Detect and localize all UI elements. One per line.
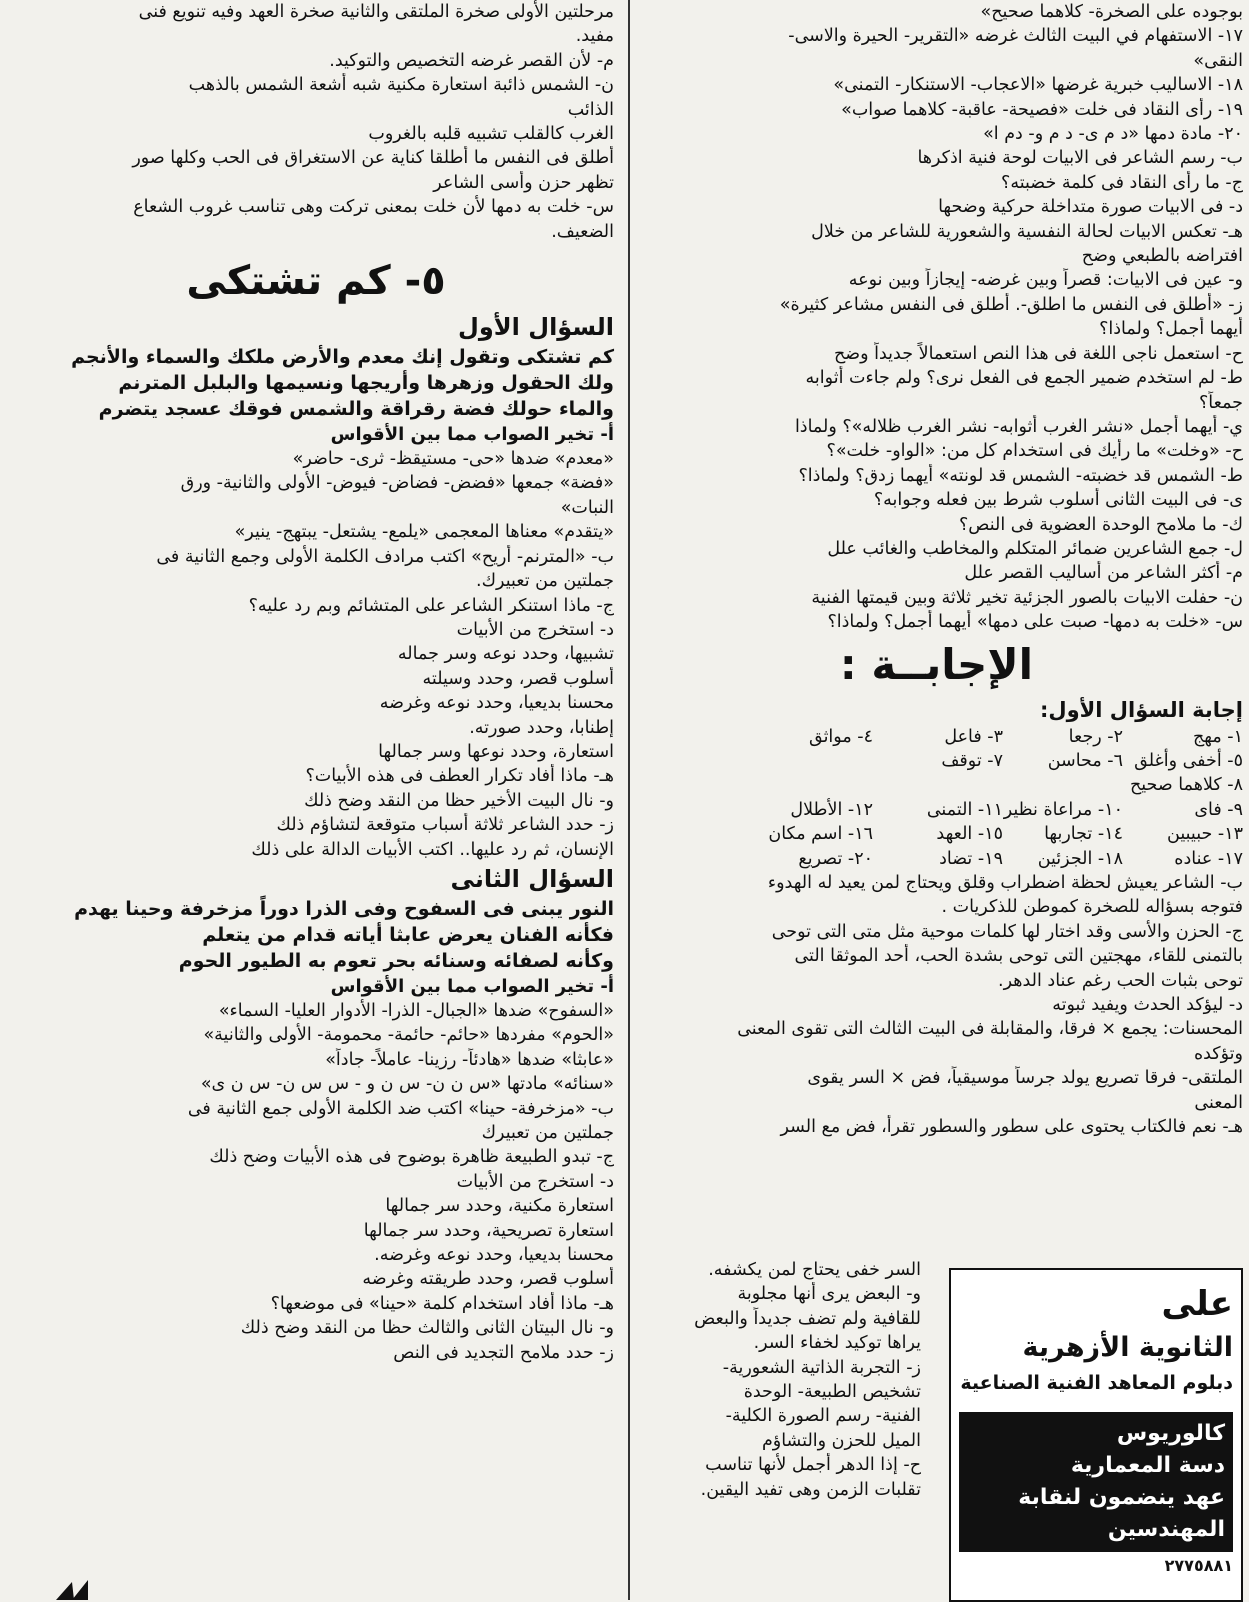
poem-line: كم تشتكى وتقول إنك معدم والأرض ملكك والسماء والأنجم [71, 346, 614, 369]
text-line: استعارة، وحدد نوعها وسر جمالها [378, 741, 614, 762]
answer-cell: ١٨- الجزئين [1037, 848, 1123, 869]
question-1-choose: أ- تخير الصواب مما بين الأقواس [330, 424, 614, 446]
answers-grid-row [631, 773, 1243, 797]
text-line: م- لأن القصر غرضه التخصيص والتوكيد. [329, 50, 614, 71]
text-line: تشبيها، وحدد نوعه وسر جماله [397, 644, 614, 665]
text-line: ز- «أطلق فى النفس ما اطلق-. أطلق فى النفس مشاعر كثيرة» [779, 294, 1243, 315]
answers-grid-row [631, 822, 1243, 846]
text-line: محسنا بديعيا، وحدد نوعه وغرضه. [374, 1245, 614, 1266]
ad-line-3: دبلوم المعاهد الفنية الصناعية [960, 1372, 1233, 1394]
text-line: ز- التجربة الذاتية الشعورية- [722, 1357, 921, 1378]
answer-cell: ١٦- اسم مكان [768, 824, 873, 845]
text-line: أطلق فى النفس ما أطلقا كناية عن الاستغراق فى الحب وكلها صور [132, 148, 614, 169]
text-line: أسلوب قصر، وحدد وسيلته [422, 668, 614, 689]
answers-grid-row [631, 798, 1243, 822]
question-2-choose: أ- تخير الصواب مما بين الأقواس [330, 975, 614, 997]
text-line: ج- ما رأى النقاد فى كلمة خضبته؟ [1001, 172, 1243, 193]
text-line: ط- لم استخدم ضمير الجمع فى الفعل نرى؟ ولم جاءت أثوابه [805, 368, 1243, 389]
arrow-mark-icon [54, 1578, 90, 1600]
answer-cell: ٩- فاى [1194, 799, 1243, 820]
answer-cell: ١٠- مراعاة نظير [1003, 799, 1123, 820]
ad-box-line-1: كالوريوس [1116, 1421, 1225, 1446]
answer-cell: ١٤- تجاربها [1044, 824, 1123, 845]
text-line: ل- جمع الشاعرين ضمائر المتكلم والمخاطب والغائب علل [827, 538, 1243, 559]
text-line: افتراضه بالطبعي وضح [1081, 246, 1243, 267]
text-line: ٢٠- مادة دمها «د م ى- د م و- دم ا» [983, 124, 1243, 145]
question-2-title: السؤال الثانى [450, 864, 614, 893]
text-line: ح- «وخلت» ما رأيك فى استخدام كل من: «الواو- خلت»؟ [826, 441, 1243, 462]
question-1-poem [18, 344, 614, 422]
ad-line-1: على [1161, 1284, 1233, 1324]
text-line: ب- الشاعر يعيش لحظة اضطراب وقلق ويحتاج لمن يعيد له الهدوء [767, 873, 1243, 893]
text-line: س- «خلت به دمها- صبت على دمها» أيهما أجمل؟ ولماذا؟ [827, 612, 1243, 633]
text-line: محسنا بديعيا، وحدد نوعه وغرضه [379, 693, 614, 714]
text-line: «معدم» ضدها «حى- مستيقظ- ثرى- حاضر» [292, 449, 614, 470]
text-line: تشخيص الطبيعة- الوحدة [743, 1382, 921, 1403]
text-line: ي- أيهما أجمل «نشر الغرب أثوابه- نشر الغرب ظلاله»؟ ولماذا [794, 416, 1243, 437]
text-line: ب- «المترنم- أريح» اكتب مرادف الكلمة الأولى وجمع الثانية فى [156, 546, 614, 567]
answer-cell [743, 749, 873, 773]
text-line: «يتقدم» معناها المعجمى «يلمع- يشتعل- يبتهج- ينير» [234, 522, 614, 543]
text-line: ب- رسم الشاعر فى الابيات لوحة فنية اذكرها [917, 148, 1243, 169]
text-line: ز- حدد ملامح التجديد فى النص [393, 1342, 614, 1363]
answer-cell: ٢٠- تصريع [798, 848, 873, 869]
answer-cell: ٦- محاسن [1047, 750, 1123, 771]
text-line: ك- ما ملامح الوحدة العضوية فى النص؟ [959, 514, 1243, 535]
text-line: هـ- تعكس الابيات لحالة النفسية والشعورية للشاعر من خلال [811, 221, 1243, 242]
text-line: وتؤكده [1193, 1043, 1243, 1064]
text-line: ١٧- الاستفهام في البيت الثالث غرضه «التقرير- الحيرة والاسى- [788, 26, 1243, 47]
text-line: الضعيف. [551, 221, 614, 242]
text-line: ى- فى البيت الثانى أسلوب شرط بين فعله وجوابه؟ [873, 490, 1243, 511]
answer-cell: ٥- أخفى وأغلق [1134, 750, 1243, 771]
answers-grid-row [631, 847, 1243, 871]
text-line: هـ- ماذا أفاد تكرار العطف فى هذه الأبيات؟ [305, 766, 614, 787]
answer-cell: ١٩- تضاد [939, 848, 1003, 869]
text-line: هـ- نعم فالكتاب يحتوى على سطور والسطور تقرأ، فض مع السر [780, 1117, 1243, 1138]
ad-line-2: الثانوية الأزهرية [1022, 1332, 1233, 1363]
text-line: د- فى الابيات صورة متداخلة حركية وضحها [938, 197, 1243, 218]
right-questions-block [631, 0, 1243, 635]
ad-box-line-3: عهد ينضمون لنقابة المهندسين [1018, 1485, 1225, 1542]
text-line: المحسنات: يجمع × فرقا، والمقابلة فى البيت الثالث التى تقوى المعنى [737, 1019, 1243, 1040]
right-bottom-area [631, 1258, 1243, 1600]
text-line: ١٨- الاساليب خبرية غرضها «الاعجاب- الاستنكار- التمنى» [833, 75, 1243, 96]
text-line: ط- الشمس قد خضبته- الشمس قد لونته» أيهما زدق؟ ولماذا؟ [798, 465, 1243, 486]
text-line: و- نال البيت الأخير حظا من النقد وضح ذلك [304, 790, 614, 811]
answer-cell [1003, 773, 1123, 797]
answer-cell: ١٢- الأطلال [790, 799, 873, 820]
poem-line: ولك الحقول وزهرها وأريجها ونسيمها والبلبل المترنم [118, 372, 614, 395]
text-line: الذائب [567, 99, 614, 120]
text-line: المعنى [1194, 1092, 1243, 1113]
poem-line: وكأنه لصفائه وسنائه بحر تعوم به الطيور الحوم [178, 949, 614, 972]
text-line: أسلوب قصر، وحدد طريقته وغرضه [362, 1269, 614, 1290]
text-line: يراها توكيد لخفاء السر. [753, 1333, 921, 1354]
text-line: ١٩- رأى النقاد فى خلت «فصيحة- عاقبة- كلاهما صواب» [841, 99, 1243, 120]
ad-dark-box [959, 1412, 1233, 1552]
text-line: بالتمنى للقاء، مهجتين التى توحى بشدة الحب، أحد الموثقا التى [794, 946, 1243, 967]
text-line: استعارة مكنية، وحدد سر جمالها [385, 1196, 614, 1217]
answers-text-block [631, 871, 1243, 1139]
section-title: ٥- كم تشتكى [186, 258, 446, 305]
text-line: مفيد. [575, 26, 614, 47]
text-line: ز- حدد الشاعر ثلاثة أسباب متوقعة لتشاؤم ذلك [276, 815, 614, 836]
poem-line: النور يبنى فى السفوح وفى الذرا دوراً مزخرفة وحينا يهدم [74, 897, 614, 920]
text-line: جمعاً؟ [1199, 392, 1243, 413]
left-answers-block [18, 0, 614, 244]
text-line: س- خلت به دمها لأن خلت بمعنى تركت وهى تناسب غروب الشعاع [133, 197, 614, 218]
text-line: و- نال البيتان الثانى والثالث حظا من النقد وضح ذلك [240, 1318, 614, 1339]
text-line: إطنابا، وحدد صورته. [469, 717, 614, 738]
left-column [18, 0, 614, 1365]
answer-cell: ١٣- حبيبين [1167, 824, 1243, 845]
text-line: «السفوح» ضدها «الجبال- الذرا- الأدوار العليا- السماء» [218, 1000, 614, 1021]
answers-grid [631, 725, 1243, 871]
text-line: مرحلتين الأولى صخرة الملتقى والثانية صخرة العهد وفيه تنويع فنى [138, 2, 614, 22]
ad-box-line-2: دسة المعمارية [1070, 1453, 1225, 1478]
answer-cell: ١- مهج [1192, 726, 1243, 747]
text-line: ب- «مزخرفة- حينا» اكتب ضد الكلمة الأولى جمع الثانية فى [187, 1098, 614, 1119]
answer-heading: الإجابــة : [839, 639, 1033, 689]
text-line: السر خفى يحتاج لمن يكشفه. [708, 1260, 921, 1280]
answer-cell: ١٥- العهد [936, 824, 1003, 845]
text-line: استعارة تصريحية، وحدد سر جمالها [363, 1220, 614, 1241]
answer-cell: ١٧- عناده [1174, 848, 1243, 869]
answer-cell [873, 773, 1003, 797]
text-line: ج- تبدو الطبيعة ظاهرة بوضوح فى هذه الأبيات وضح ذلك [209, 1147, 614, 1168]
answer-cell: ٢- رجعا [1068, 726, 1123, 747]
answer-cell: ٨- كلاهما صحيح [1129, 775, 1243, 796]
poem-line: فكأنه الفنان يعرض عابثا أياته قدام من يتعلم [202, 923, 614, 946]
text-line: د- استخرج من الأبيات [456, 619, 614, 640]
text-line: و- البعض يرى أنها مجلوبة [737, 1284, 921, 1305]
text-line: «عابثا» ضدها «هادئاً- رزينا- عاملاً- جاداً» [325, 1049, 614, 1070]
text-line: ج- ماذا استنكر الشاعر على المتشائم وبم رد عليه؟ [248, 595, 614, 616]
answer-cell: ١١- التمنى [926, 799, 1003, 820]
question-2-items [18, 999, 614, 1365]
text-line: د- استخرج من الأبيات [456, 1171, 614, 1192]
text-line: للقافية ولم تضف جديداً والبعض [694, 1308, 921, 1329]
column-divider [628, 0, 630, 1600]
text-line: تظهر حزن وأسى الشاعر [433, 172, 614, 193]
answer-cell [743, 773, 873, 797]
ad-phone: ٢٧٧٥٨٨١ [1164, 1556, 1233, 1575]
text-line: أيهما أجمل؟ ولماذا؟ [1099, 319, 1243, 340]
text-line: بوجوده على الصخرة- كلاهما صحيح» [980, 2, 1243, 22]
text-line: «الحوم» مفردها «حائم- حائمة- محمومة- الأولى والثانية» [203, 1025, 614, 1046]
text-line: هـ- ماذا أفاد استخدام كلمة «حينا» فى موضعها؟ [270, 1293, 614, 1314]
text-line: ج- الحزن والأسى وقد اختار لها كلمات موحية مثل متى التى توحى [771, 921, 1243, 942]
advertisement-box [949, 1268, 1243, 1602]
text-line: الملتقى- فرقا تصريع يولد جرساً موسيقياً، فض × السر يقوى [807, 1068, 1243, 1089]
answers-continuation [631, 1258, 921, 1502]
text-line: جملتين من تعبيرك [481, 1123, 614, 1143]
text-line: م- أكثر الشاعر من أساليب القصر علل [964, 563, 1243, 584]
text-line: الفنية- رسم الصورة الكلية- [725, 1406, 921, 1427]
answers-grid-row [631, 749, 1243, 773]
question-1-title: السؤال الأول [458, 313, 614, 342]
answer-cell: ٤- مواثق [808, 726, 873, 747]
answers-grid-row [631, 725, 1243, 749]
question-2-poem [18, 896, 614, 974]
answer-cell: ٣- فاعل [944, 726, 1003, 747]
text-line: ن- الشمس ذائبة استعارة مكنية شبه أشعة الشمس بالذهب [188, 75, 614, 96]
right-column [631, 0, 1243, 1139]
poem-line: والماء حولك فضة رقراقة والشمس فوقك عسجد يتضرم [98, 398, 614, 421]
text-line: «فضة» جمعها «فضض- فضاض- فيوض- الأولى والثانية- ورق [180, 473, 614, 494]
text-line: ن- حفلت الابيات بالصور الجزئية تخير ثلاثة وبين قيمتها الفنية [811, 587, 1243, 608]
text-line: فتوجه بسؤاله للصخرة كموطن للذكريات . [941, 897, 1243, 918]
answer-cell: ٧- توقف [941, 750, 1003, 771]
text-line: توحى بثبات الحب رغم عناد الدهر. [998, 970, 1243, 991]
text-line: ح- استعمل ناجى اللغة فى هذا النص استعمالاً جديداً وضح [833, 343, 1243, 364]
text-line: و- عين فى الابيات: قصراً وبين غرضه- إيجازاً وبين نوعه [848, 270, 1243, 291]
text-line: جملتين من تعبيرك. [476, 571, 614, 592]
text-line: الإنسان، ثم رد عليها.. اكتب الأبيات الدالة على ذلك [251, 839, 614, 860]
answer-subheading: إجابة السؤال الأول: [1039, 697, 1243, 722]
question-1-items [18, 447, 614, 862]
text-line: «سنائه» مادتها «س ن ن- س ن و - س س ن- س ن ى» [200, 1074, 614, 1095]
text-line: النقى» [1193, 50, 1243, 71]
text-line: النبات» [560, 497, 614, 518]
text-line: ح- إذا الدهر أجمل لأنها تناسب [705, 1455, 921, 1476]
text-line: تقلبات الزمن وهى تفيد اليقين. [700, 1479, 921, 1500]
text-line: د- ليؤكد الحدث ويفيد ثبوته [1052, 995, 1243, 1016]
text-line: الميل للحزن والتشاؤم [761, 1430, 921, 1451]
text-line: الغرب كالقلب تشبيه قلبه بالغروب [368, 124, 614, 145]
